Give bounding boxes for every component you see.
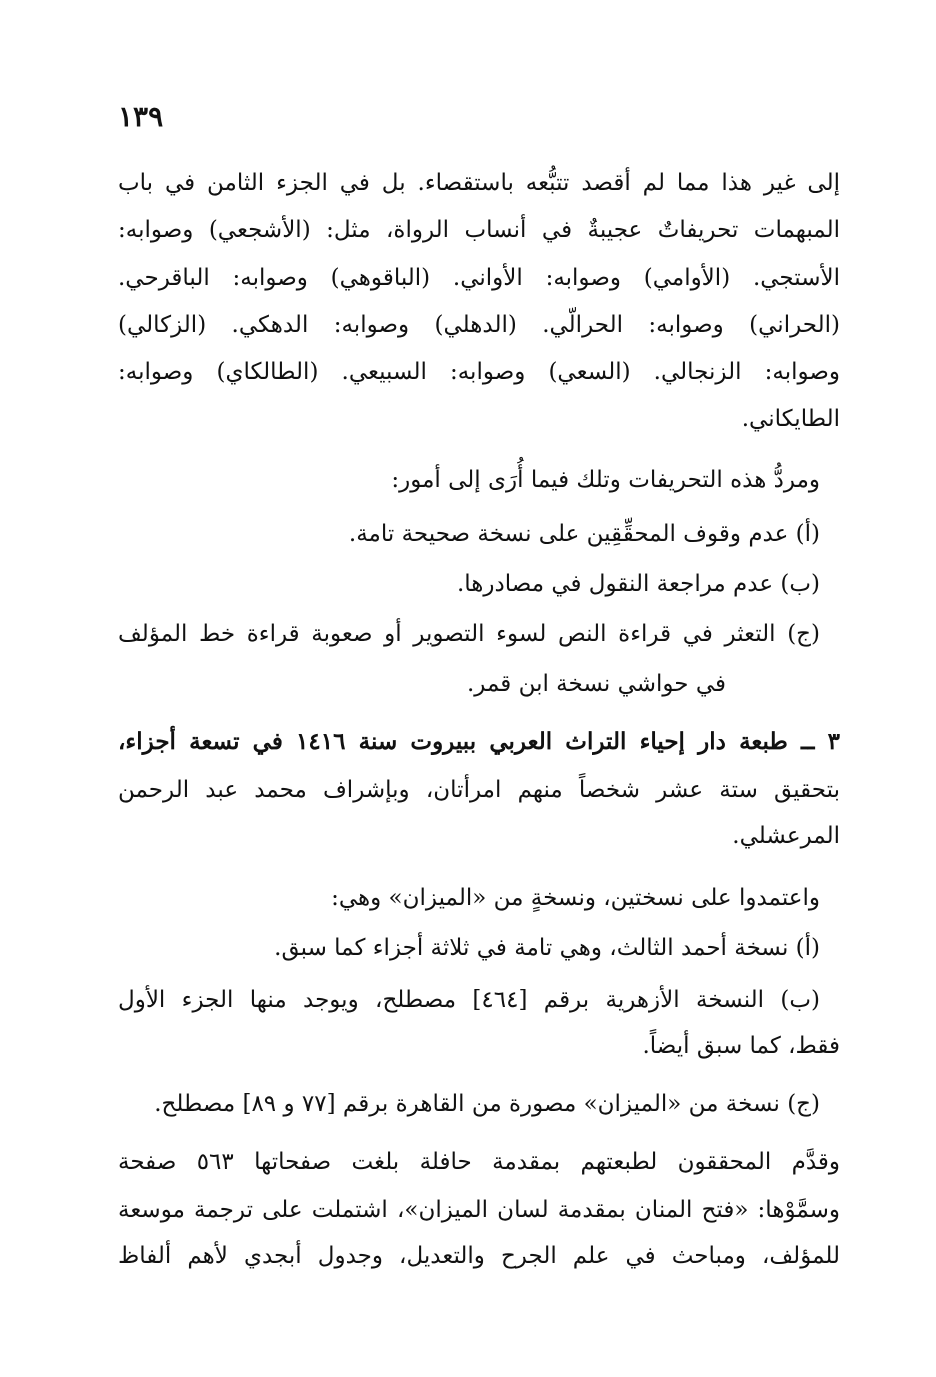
text-line: للمؤلف، ومباحث في علم الجرح والتعديل، وجدول أبجدي لأهم ألفاظ bbox=[118, 1243, 840, 1269]
text-line: وصوابه: الزنجالي. (السعي) وصوابه: السبيعي. (الطالكاي) وصوابه: bbox=[118, 359, 840, 385]
text-line: وسمَّوْها: «فتح المنان بمقدمة لسان الميزان»، اشتملت على ترجمة موسعة bbox=[118, 1197, 840, 1223]
text-line: المرعشلي. bbox=[732, 823, 840, 849]
text-line: (الحراني) وصوابه: الحرالّي. (الدهلي) وصوابه: الدهكي. (الزكالي) bbox=[118, 312, 840, 338]
reason-item-c-continuation: في حواشي نسخة ابن قمر. bbox=[466, 671, 726, 697]
page-number: ١٣٩ bbox=[118, 100, 164, 133]
copy-item-b-continuation: فقط، كما سبق أيضاً. bbox=[642, 1033, 840, 1059]
copy-item-b: (ب) النسخة الأزهرية برقم [٤٦٤] مصطلح، ويوجد منها الجزء الأول bbox=[118, 987, 820, 1013]
text-line: المبهمات تحريفاتٌ عجيبةٌ في أنساب الرواة، مثل: (الأشجعي) وصوابه: bbox=[118, 217, 840, 243]
reason-item-a: (أ) عدم وقوف المحقِّقِين على نسخة صحيحة تامة. bbox=[348, 521, 820, 547]
text-line: وقدَّم المحققون لطبعتهم بمقدمة حافلة بلغت صفحاتها ٥٦٣ صفحة bbox=[118, 1149, 840, 1175]
copy-item-c: (ج) نسخة من «الميزان» مصورة من القاهرة برقم [٧٧ و ٨٩] مصطلح. bbox=[154, 1091, 820, 1117]
copies-intro: واعتمدوا على نسختين، ونسخةٍ من «الميزان» وهي: bbox=[331, 885, 820, 911]
copy-item-a: (أ) نسخة أحمد الثالث، وهي تامة في ثلاثة أجزاء كما سبق. bbox=[274, 935, 820, 961]
reason-item-b: (ب) عدم مراجعة النقول في مصادرها. bbox=[456, 571, 820, 597]
text-line: بتحقيق ستة عشر شخصاً منهم امرأتان، وبإشراف محمد عبد الرحمن bbox=[118, 777, 840, 803]
reason-item-c: (ج) التعثر في قراءة النص لسوء التصوير أو صعوبة قراءة خط المؤلف bbox=[118, 621, 820, 647]
reasons-intro: ومردُّ هذه التحريفات وتلك فيما أُرَى إلى أمور: bbox=[391, 467, 820, 493]
text-line: الأستجي. (الأوامي) وصوابه: الأواني. (الباقوهي) وصوابه: الباقرحي. bbox=[118, 265, 840, 291]
text-line: الطايكاني. bbox=[741, 406, 840, 432]
section-heading: ٣ ــ طبعة دار إحياء التراث العربي ببيروت سنة ١٤١٦ في تسعة أجزاء، bbox=[118, 728, 840, 755]
text-line: إلى غير هذا مما لم أقصد تتبُّعه باستقصاء. بل في الجزء الثامن في باب bbox=[118, 170, 840, 196]
